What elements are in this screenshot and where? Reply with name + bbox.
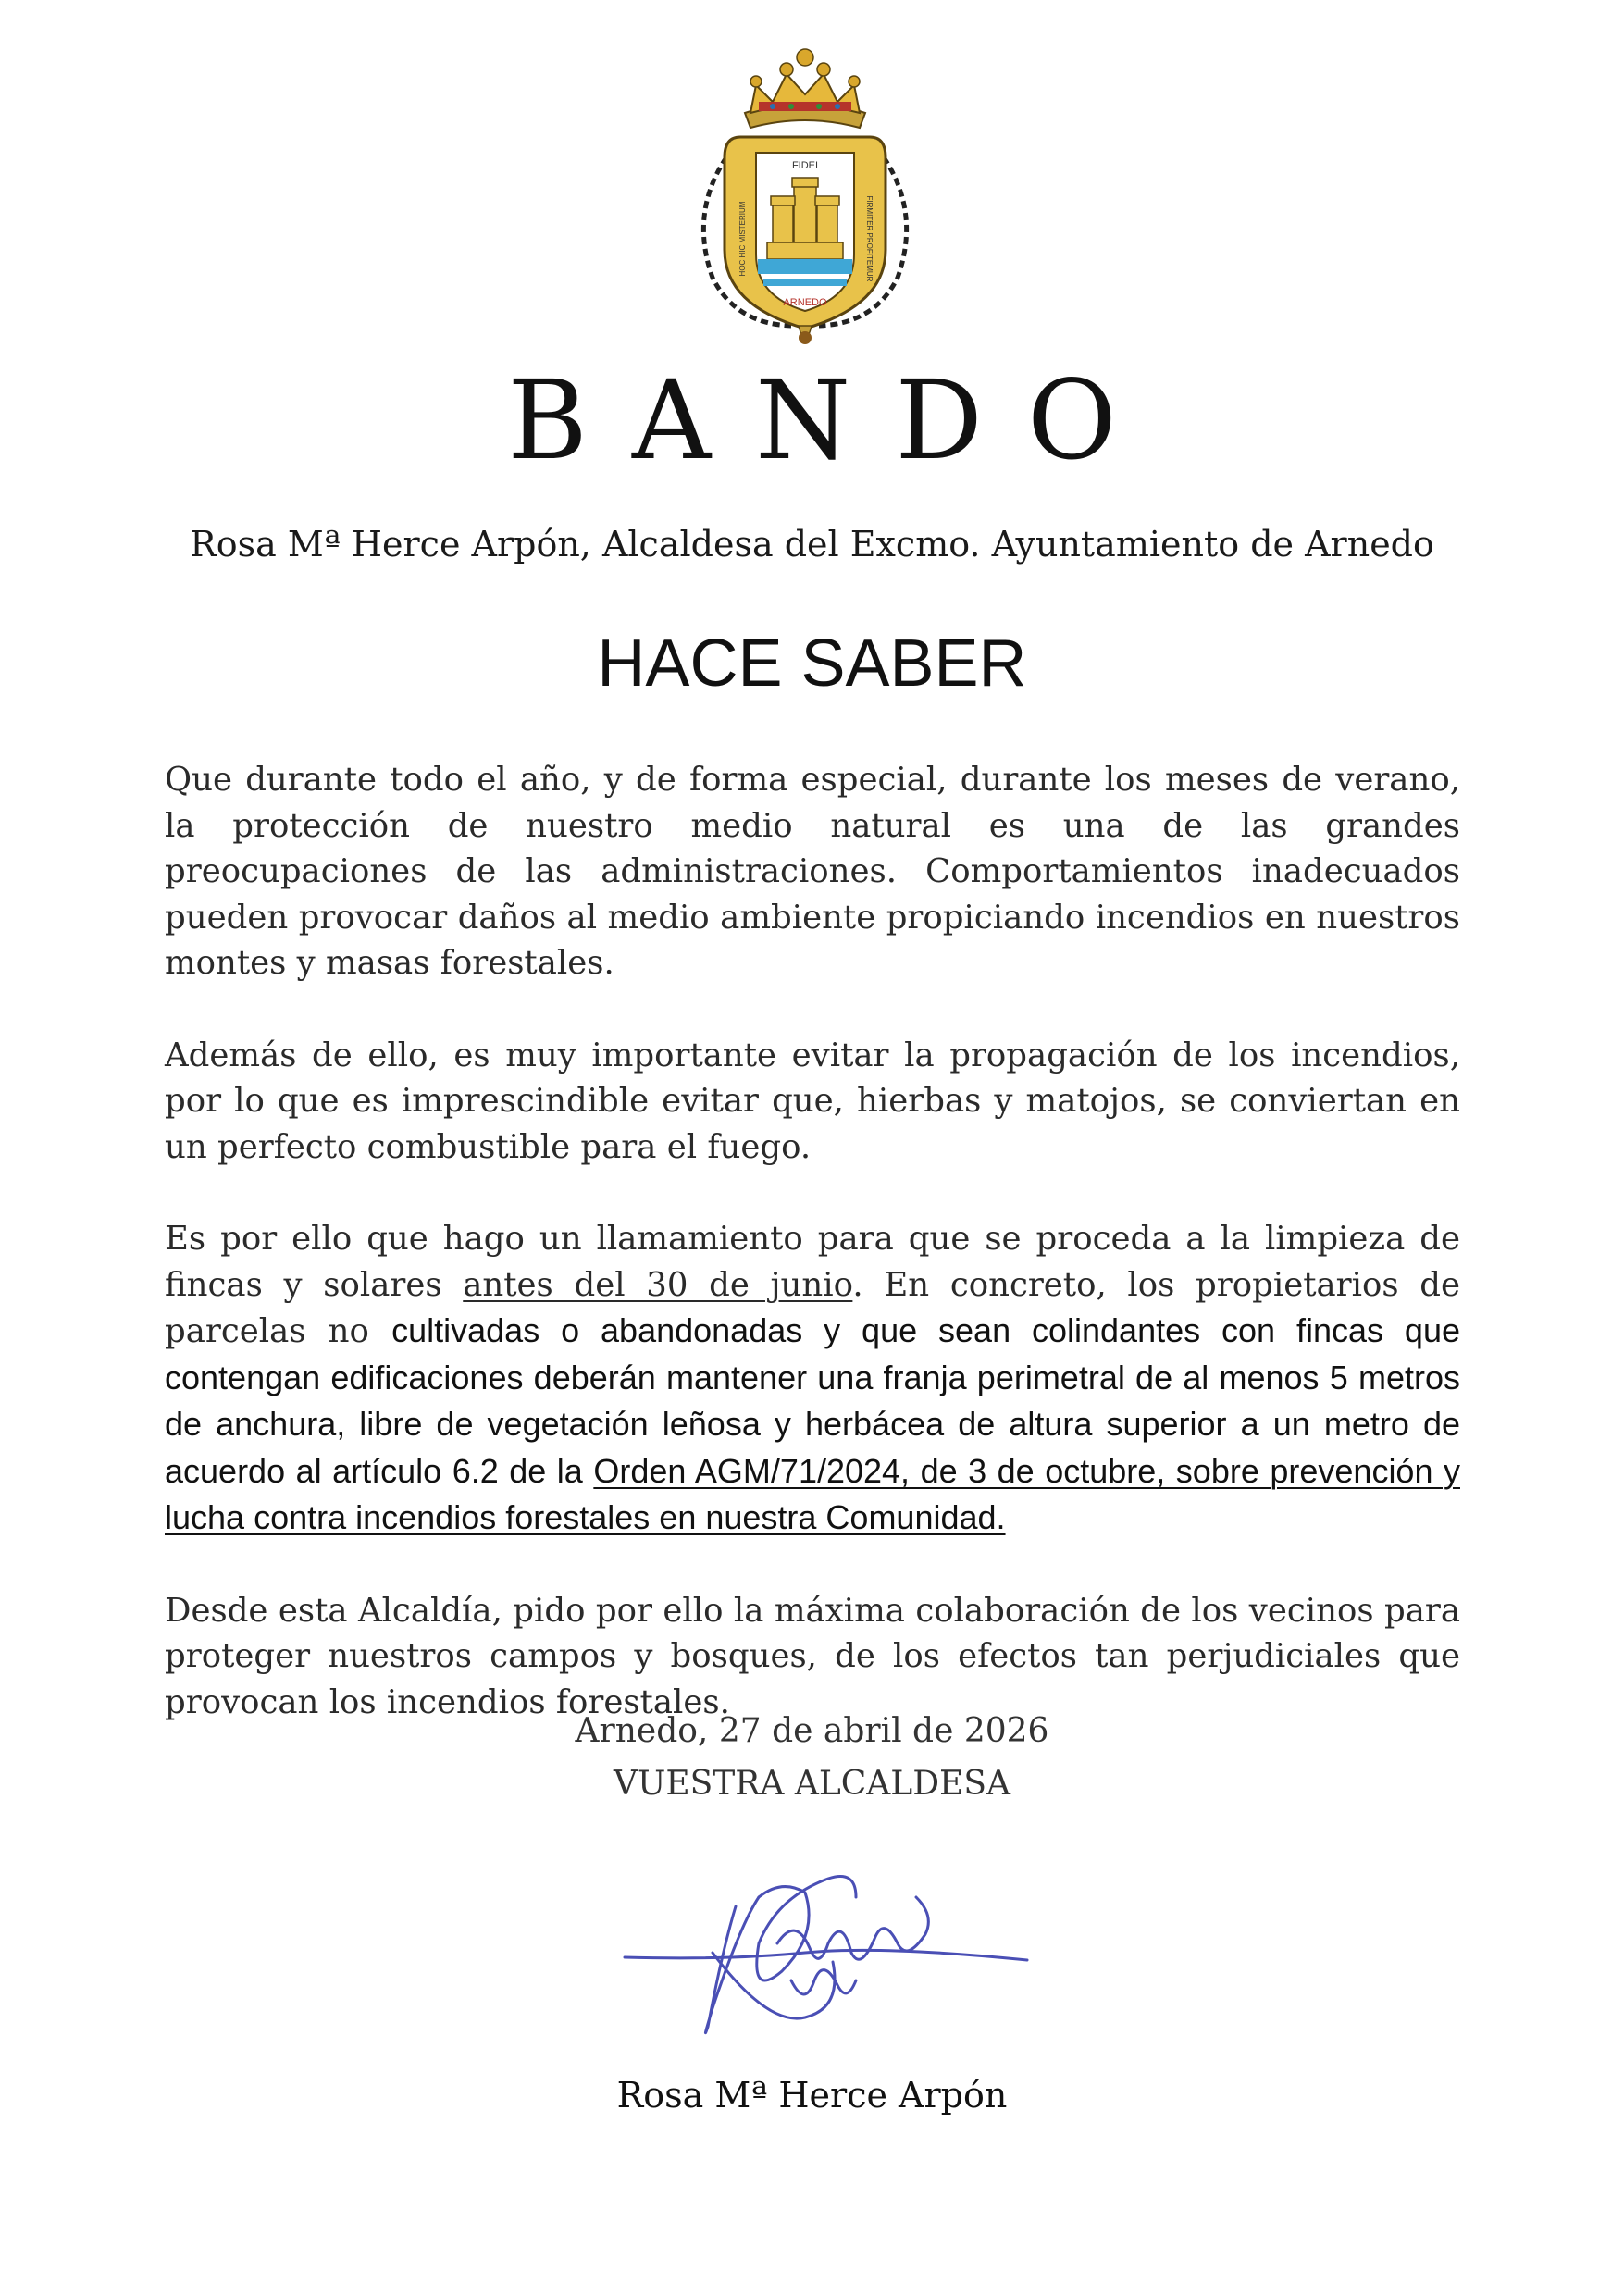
svg-text:ARNEDO: ARNEDO	[783, 297, 827, 308]
deadline-underlined: antes del 30 de junio	[463, 1265, 853, 1304]
paragraph-4: Desde esta Alcaldía, pido por ello la máxima colaboración de los vecinos para proteger nuestros campos y bosques, de los efectos tan perjudiciales que provocan los incendios forestales.	[165, 1591, 1460, 1721]
paragraph-3-mid: . En concreto, los propietarios de parcelas no	[165, 1265, 1460, 1350]
svg-text:FIRMITER PROFITEMUR: FIRMITER PROFITEMUR	[865, 195, 874, 282]
svg-text:FIDEI: FIDEI	[791, 160, 819, 171]
svg-text:HOC HIC MISTERIUM: HOC HIC MISTERIUM	[738, 201, 747, 277]
paragraph-2: Además de ello, es muy importante evitar la propagación de los incendios, por lo que es imprescindible evitar que, hierbas y matojos, se conviertan en un perfecto combustible para el fuego.	[165, 1036, 1460, 1166]
paragraph-3-start: Es por ello que hago un llamamiento para que se proceda a la limpieza de fincas y solares	[165, 1220, 1460, 1304]
signer-name: Rosa Mª Herce Arpón	[616, 2075, 1008, 2116]
handwritten-signature	[620, 1842, 1036, 2054]
section-heading: HACE SABER	[597, 627, 1027, 701]
regulation-requirement: cultivadas o abandonadas y que sean colindantes con fincas que contengan edificaciones deberán mantener una franja perimetral de al menos 5 metros de anchura, libre de vegetación leñosa y herbácea de altura superior a un metro de acuerdo al artículo 6.2 de la	[165, 1311, 1460, 1490]
date-line: Arnedo, 27 de abril de 2026	[575, 1712, 1049, 1750]
crown-icon	[745, 49, 865, 128]
role-line: VUESTRA ALCALDESA	[614, 1765, 1010, 1803]
issuer-line: Rosa Mª Herce Arpón, Alcaldesa del Excmo. Ayuntamiento de Arnedo	[190, 524, 1434, 565]
document-title: BANDO	[507, 356, 1161, 484]
regulation-reference: Orden AGM/71/2024, de 3 de octubre, sobre prevención y lucha contra incendios forestales en nuestra Comunidad.	[165, 1451, 1460, 1536]
paragraph-3	[165, 1216, 1460, 1542]
notice-body	[165, 757, 1460, 1771]
paragraph-1: Que durante todo el año, y de forma especial, durante los meses de verano, la protección de nuestro medio natural es una de las grandes preocupaciones de las administraciones. Comportamientos inadecuados pueden provocar daños al medio ambiente propiciando incendios en nuestros montes y masas forestales.	[165, 761, 1460, 982]
arnedo-coat-of-arms	[671, 28, 939, 361]
